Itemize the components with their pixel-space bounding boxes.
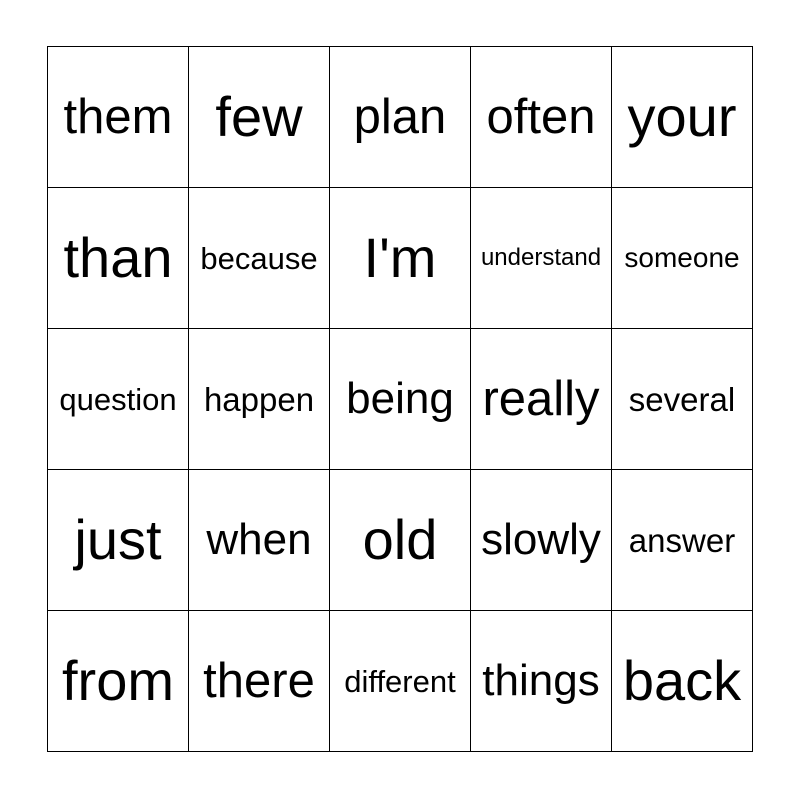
- cell-word: because: [200, 240, 318, 276]
- cell-word: there: [203, 653, 315, 708]
- cell-word: often: [486, 89, 596, 144]
- cell-word: old: [362, 508, 438, 571]
- grid-cell: [189, 329, 330, 470]
- grid-cell: [471, 188, 612, 329]
- grid-cell: [189, 611, 330, 752]
- cell-word: your: [627, 85, 737, 148]
- cell-word: them: [63, 89, 173, 144]
- grid-cell: [48, 329, 189, 470]
- grid-cell: [612, 188, 753, 329]
- grid-cell: [471, 329, 612, 470]
- grid-cell: [471, 470, 612, 611]
- grid-cell: [189, 470, 330, 611]
- cell-word: when: [206, 515, 312, 564]
- grid-cell: [612, 611, 753, 752]
- grid-cell: [189, 188, 330, 329]
- cell-word: really: [482, 371, 600, 426]
- grid-cell: [330, 47, 471, 188]
- grid-cell: [471, 47, 612, 188]
- cell-word: understand: [480, 244, 602, 271]
- cell-word: I'm: [363, 226, 437, 289]
- cell-word: just: [74, 508, 162, 571]
- cell-word: happen: [203, 380, 315, 418]
- cell-word: back: [622, 649, 742, 712]
- grid-cell: [612, 470, 753, 611]
- cell-word: from: [62, 649, 174, 712]
- cell-word: several: [628, 380, 736, 418]
- grid-cell: [48, 470, 189, 611]
- grid-cell: [612, 329, 753, 470]
- cell-word: things: [482, 656, 600, 705]
- grid-cell: [330, 188, 471, 329]
- grid-cell: [330, 611, 471, 752]
- cell-word: few: [215, 85, 303, 148]
- grid-cell: [48, 188, 189, 329]
- grid-cell: [48, 611, 189, 752]
- cell-word: being: [346, 374, 454, 423]
- cell-word: answer: [628, 521, 736, 559]
- bingo-grid: [47, 46, 753, 752]
- grid-cell: [330, 470, 471, 611]
- cell-word: question: [59, 381, 177, 417]
- cell-word: someone: [624, 242, 740, 273]
- cell-word: plan: [353, 89, 447, 144]
- grid-cell: [330, 329, 471, 470]
- cell-word: slowly: [481, 515, 601, 564]
- cell-word: than: [63, 226, 173, 289]
- grid-cell: [48, 47, 189, 188]
- cell-word: different: [344, 663, 456, 699]
- grid-cell: [189, 47, 330, 188]
- grid-cell: [471, 611, 612, 752]
- grid-cell: [612, 47, 753, 188]
